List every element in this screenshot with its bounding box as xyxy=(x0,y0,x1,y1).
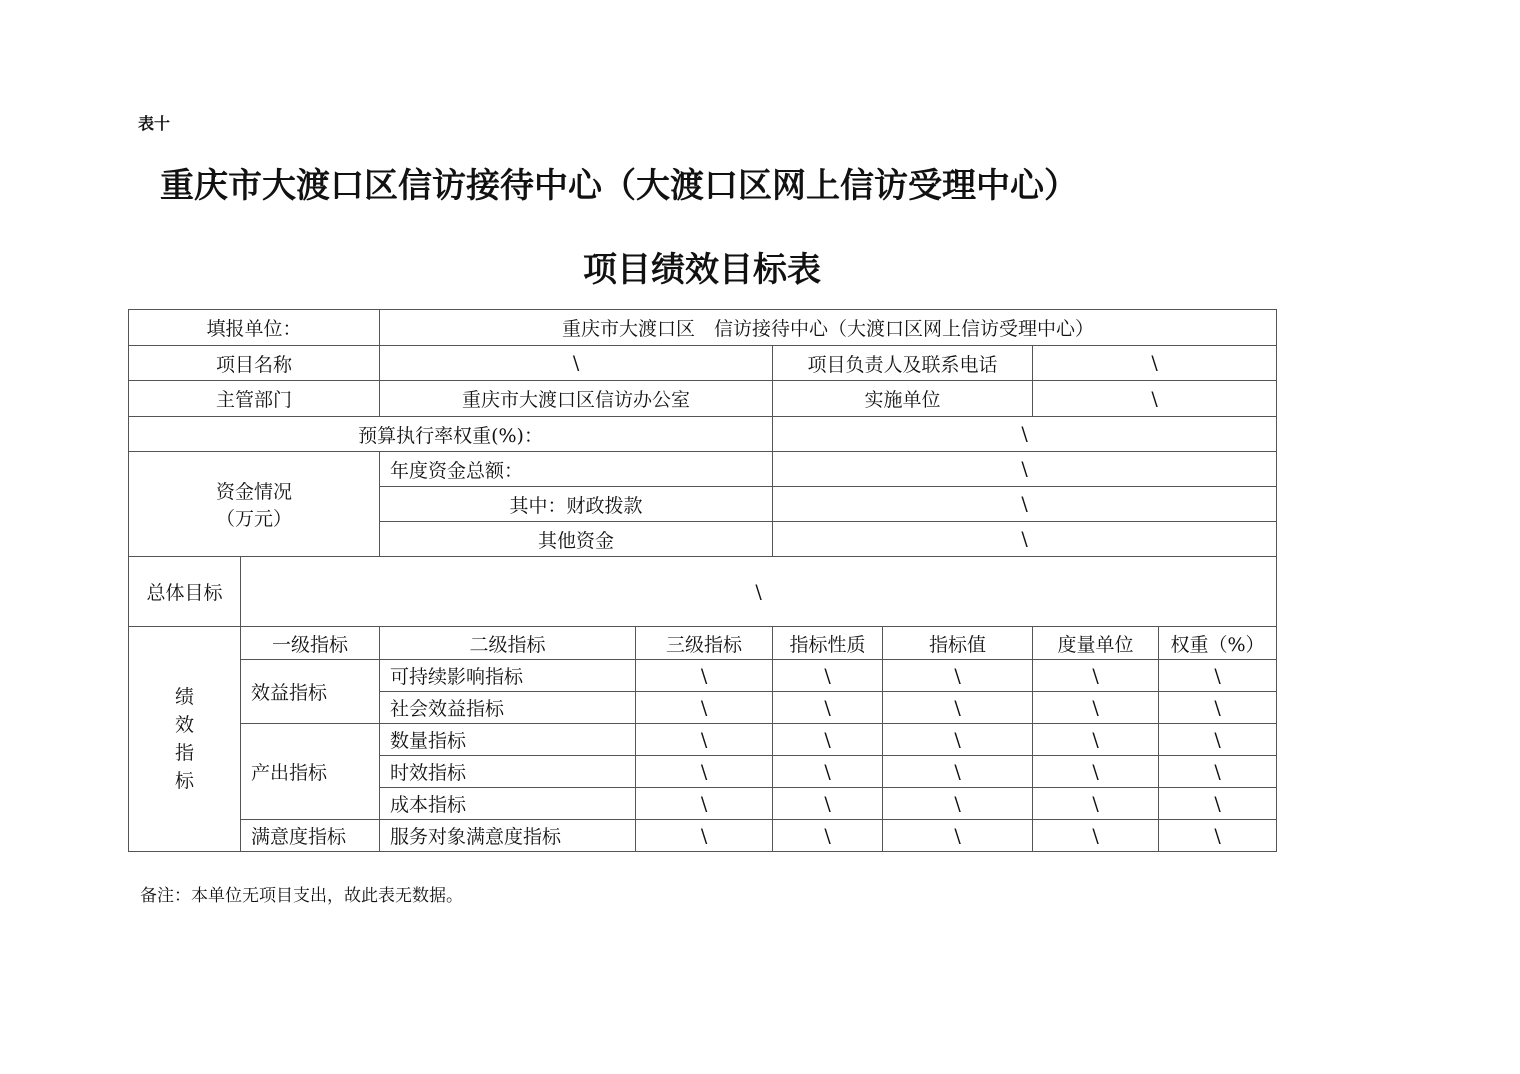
overall-goal-label: 总体目标 xyxy=(129,557,241,627)
weight-cell: \ xyxy=(1159,820,1277,852)
weight-cell: \ xyxy=(1159,724,1277,756)
header-unit: 度量单位 xyxy=(1033,627,1159,660)
weight-cell: \ xyxy=(1159,660,1277,692)
project-leader-value: \ xyxy=(1033,346,1277,381)
indicator-row xyxy=(129,820,1277,852)
header-level2: 二级指标 xyxy=(380,627,636,660)
level3-cell: \ xyxy=(636,756,773,788)
level2-indicator: 成本指标 xyxy=(380,788,636,820)
side-label-char: 标 xyxy=(174,770,194,792)
level3-cell: \ xyxy=(636,788,773,820)
project-name-row xyxy=(129,346,1277,381)
nature-cell: \ xyxy=(773,660,883,692)
nature-cell: \ xyxy=(773,692,883,724)
nature-cell: \ xyxy=(773,820,883,852)
unit-cell: \ xyxy=(1033,724,1159,756)
footer-note: 备注：本单位无项目支出，故此表无数据。 xyxy=(140,886,463,906)
level1-indicator: 效益指标 xyxy=(241,660,380,724)
header-level1: 一级指标 xyxy=(241,627,380,660)
value-cell: \ xyxy=(883,692,1033,724)
level1-indicator: 产出指标 xyxy=(241,724,380,820)
unit-cell: \ xyxy=(1033,820,1159,852)
level2-indicator: 数量指标 xyxy=(380,724,636,756)
implementing-unit-value: \ xyxy=(1033,381,1277,417)
value-cell: \ xyxy=(883,756,1033,788)
nature-cell: \ xyxy=(773,756,883,788)
nature-cell: \ xyxy=(773,724,883,756)
budget-weight-label: 预算执行率权重(%)： xyxy=(129,417,773,452)
level1-indicator: 满意度指标 xyxy=(241,820,380,852)
value-cell: \ xyxy=(883,788,1033,820)
funds-total-value: \ xyxy=(773,452,1277,487)
project-name-label: 项目名称 xyxy=(129,346,380,381)
header-nature: 指标性质 xyxy=(773,627,883,660)
header-level3: 三级指标 xyxy=(636,627,773,660)
level3-cell: \ xyxy=(636,724,773,756)
table-number: 表十 xyxy=(138,114,171,133)
document-title: 重庆市大渡口区信访接待中心（大渡口区网上信访受理中心） xyxy=(160,166,1078,206)
document-subtitle: 项目绩效目标表 xyxy=(583,250,821,290)
nature-cell: \ xyxy=(773,788,883,820)
department-label: 主管部门 xyxy=(129,381,380,417)
funds-other-value: \ xyxy=(773,522,1277,557)
performance-target-table xyxy=(128,309,1277,852)
implementing-unit-label: 实施单位 xyxy=(773,381,1033,417)
unit-cell: \ xyxy=(1033,660,1159,692)
funds-label-line2: （万元） xyxy=(216,508,293,530)
funds-fiscal-label: 其中：财政拨款 xyxy=(380,487,773,522)
funds-total-row xyxy=(129,452,1277,487)
overall-goal-value: \ xyxy=(241,557,1277,627)
level2-indicator: 时效指标 xyxy=(380,756,636,788)
overall-goal-row xyxy=(129,557,1277,627)
value-cell: \ xyxy=(883,820,1033,852)
project-leader-label: 项目负责人及联系电话 xyxy=(773,346,1033,381)
level3-cell: \ xyxy=(636,820,773,852)
level3-cell: \ xyxy=(636,660,773,692)
header-weight: 权重（%） xyxy=(1159,627,1277,660)
weight-cell: \ xyxy=(1159,756,1277,788)
indicator-row xyxy=(129,724,1277,756)
unit-cell: \ xyxy=(1033,692,1159,724)
indicator-row xyxy=(129,660,1277,692)
funds-fiscal-value: \ xyxy=(773,487,1277,522)
level2-indicator: 服务对象满意度指标 xyxy=(380,820,636,852)
reporting-unit-value: 重庆市大渡口区 信访接待中心（大渡口区网上信访受理中心） xyxy=(380,310,1277,346)
side-label-char: 效 xyxy=(174,714,194,736)
funds-label-line1: 资金情况 xyxy=(216,481,293,503)
funds-label xyxy=(129,452,380,557)
unit-cell: \ xyxy=(1033,788,1159,820)
side-label-char: 指 xyxy=(174,742,194,764)
reporting-unit-label: 填报单位： xyxy=(129,310,380,346)
weight-cell: \ xyxy=(1159,788,1277,820)
budget-weight-value: \ xyxy=(773,417,1277,452)
funds-other-label: 其他资金 xyxy=(380,522,773,557)
level2-indicator: 社会效益指标 xyxy=(380,692,636,724)
level3-cell: \ xyxy=(636,692,773,724)
value-cell: \ xyxy=(883,660,1033,692)
reporting-unit-row xyxy=(129,310,1277,346)
header-value: 指标值 xyxy=(883,627,1033,660)
indicator-header-row xyxy=(129,627,1277,660)
project-name-value: \ xyxy=(380,346,773,381)
funds-total-label: 年度资金总额： xyxy=(380,452,773,487)
department-value: 重庆市大渡口区信访办公室 xyxy=(380,381,773,417)
unit-cell: \ xyxy=(1033,756,1159,788)
budget-weight-row xyxy=(129,417,1277,452)
weight-cell: \ xyxy=(1159,692,1277,724)
department-row xyxy=(129,381,1277,417)
level2-indicator: 可持续影响指标 xyxy=(380,660,636,692)
performance-indicator-side-label xyxy=(129,627,241,852)
value-cell: \ xyxy=(883,724,1033,756)
side-label-char: 绩 xyxy=(174,686,194,708)
